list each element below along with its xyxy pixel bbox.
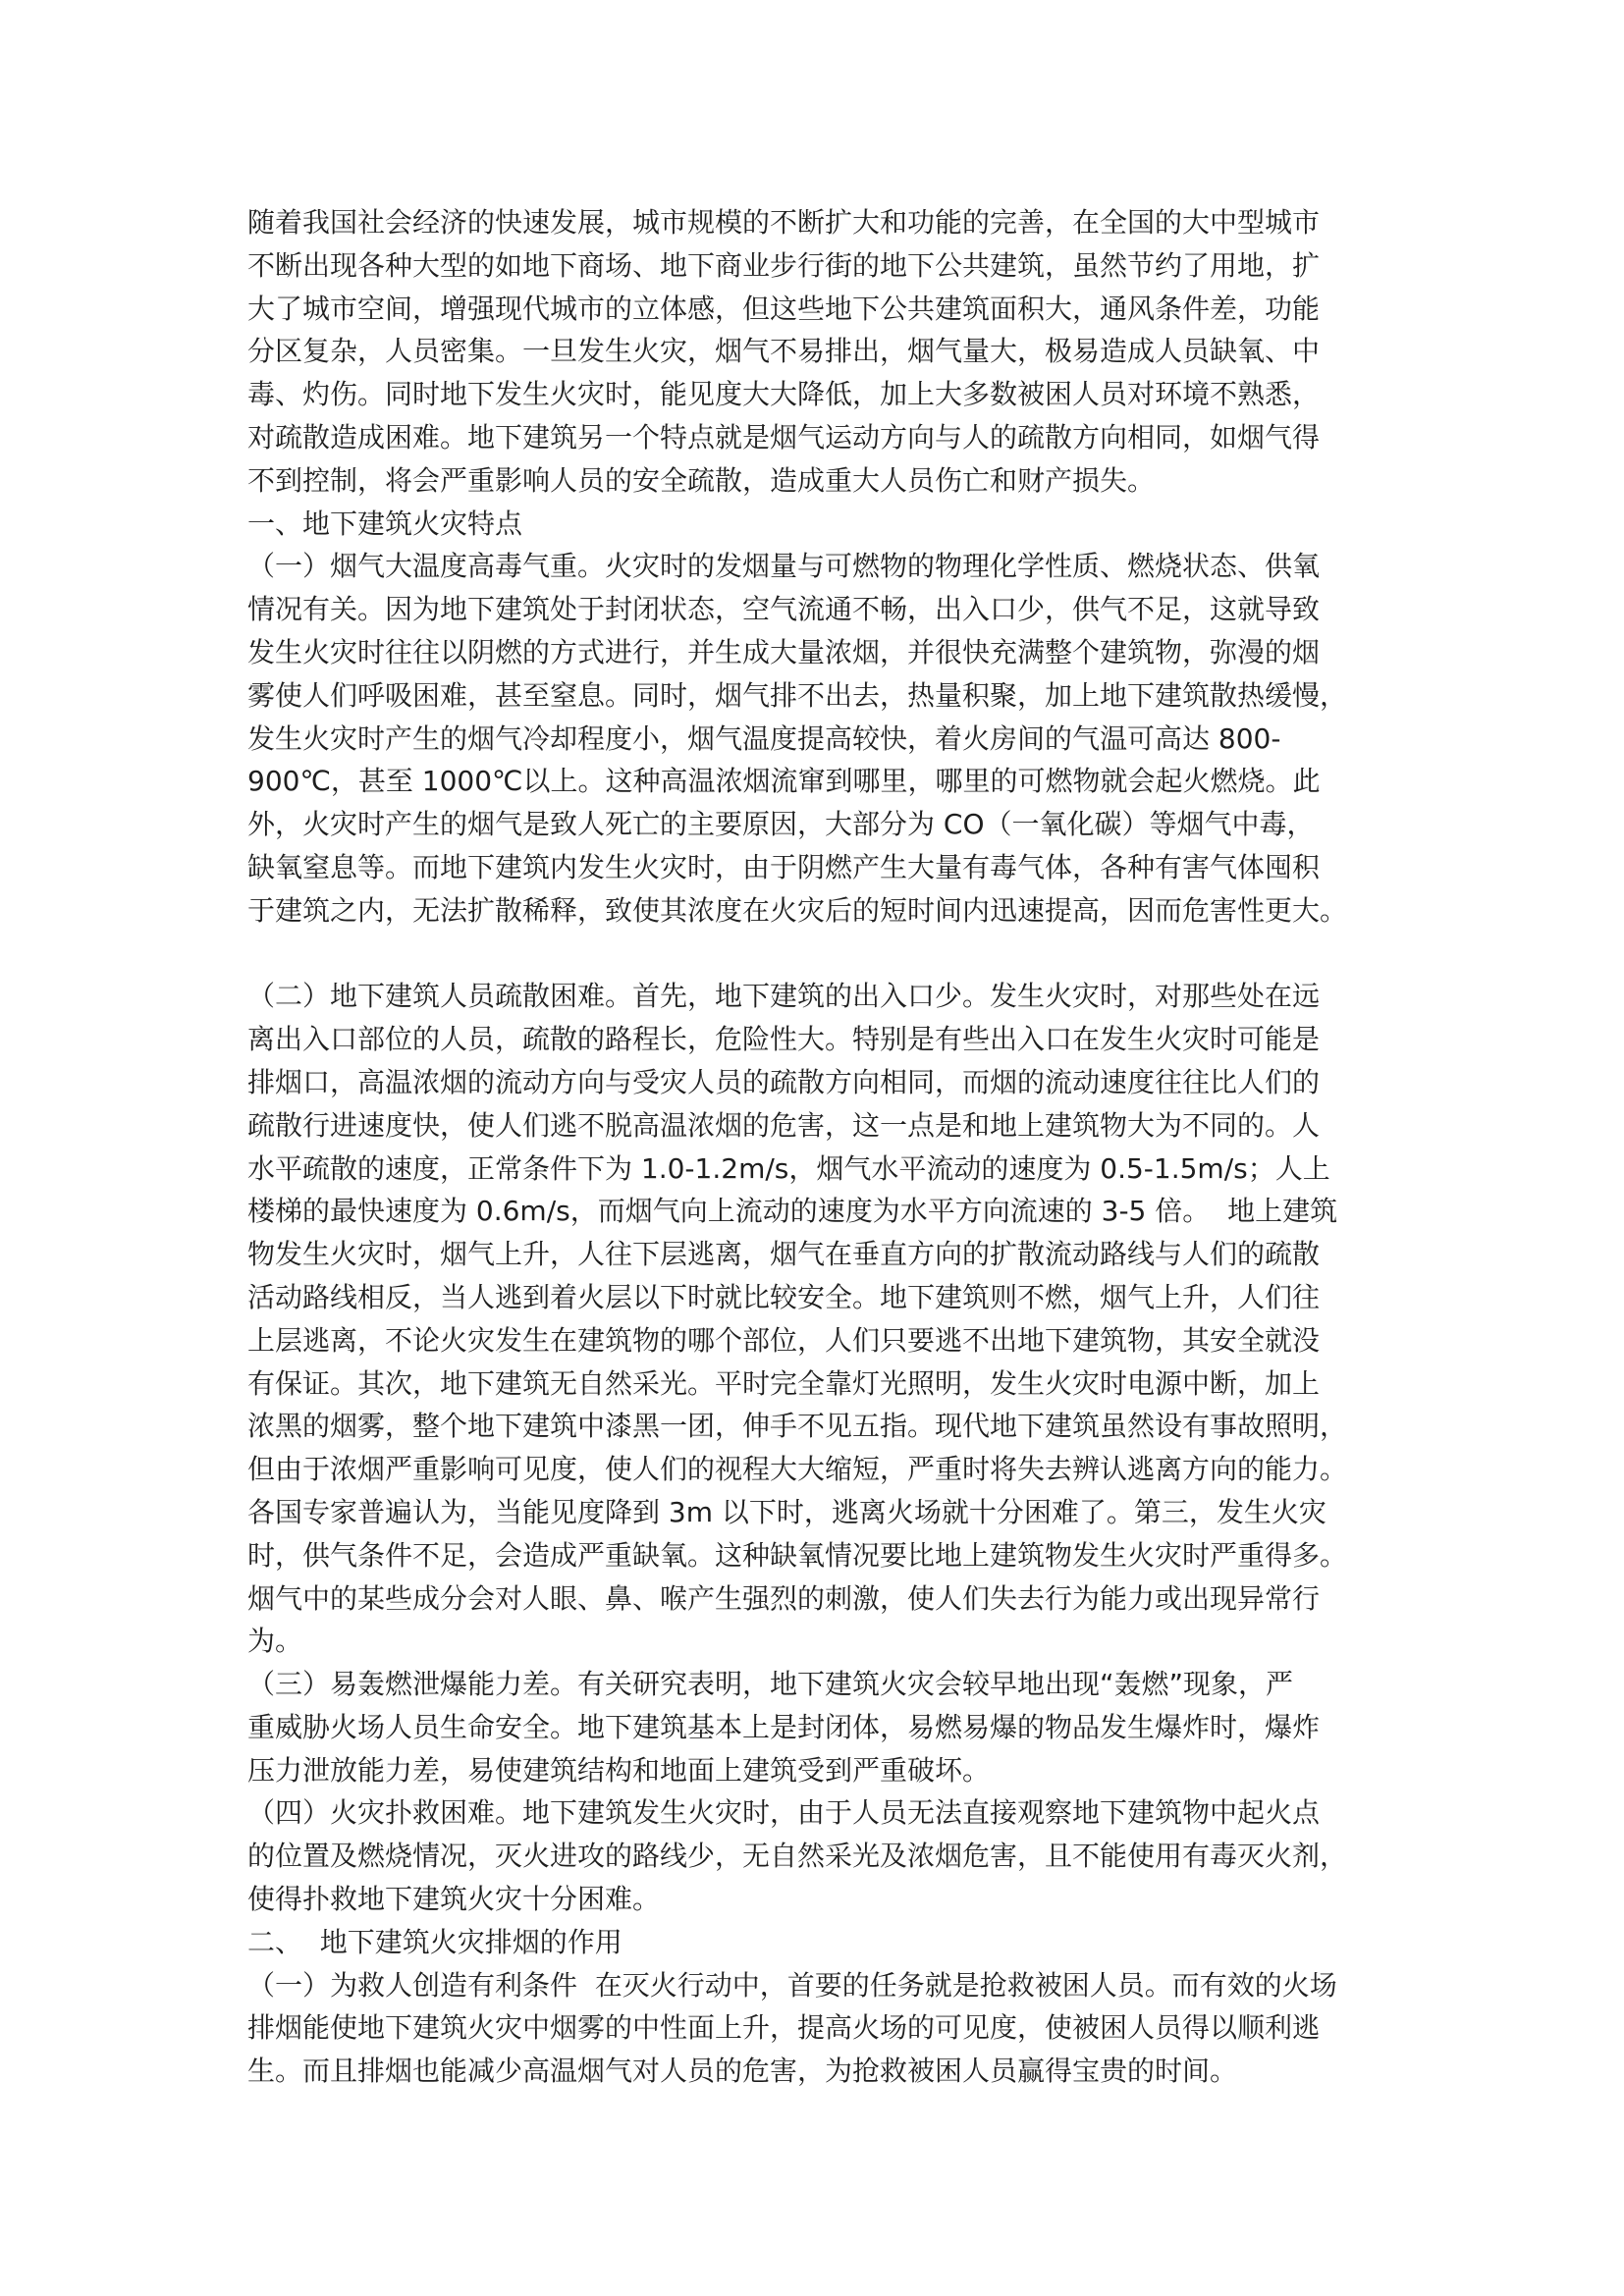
- text-line: 发生火灾时产生的烟气冷却程度小，烟气温度提高较快，着火房间的气温可高达 800-: [247, 721, 1281, 755]
- text-line: 压力泄放能力差，易使建筑结构和地面上建筑受到严重破坏。: [247, 1753, 991, 1787]
- text-line: [247, 933, 1406, 976]
- text-line: 发生火灾时往往以阴燃的方式进行，并生成大量浓烟，并很快充满整个建筑物，弥漫的烟: [247, 635, 1321, 668]
- text-line: 浓黑的烟雾，整个地下建筑中漆黑一团，伸手不见五指。现代地下建筑虽然设有事故照明，: [247, 1410, 1348, 1443]
- text-line: （四）火灾扑救困难。地下建筑发生火灾时，由于人员无法直接观察地下建筑物中起火点: [247, 1796, 1321, 1830]
- text-line: 于建筑之内，无法扩散稀释，致使其浓度在火灾后的短时间内迅速提高，因而危害性更大。: [247, 893, 1348, 927]
- text-line: （二）地下建筑人员疏散困难。首先，地下建筑的出入口少。发生火灾时，对那些处在远: [247, 980, 1321, 1013]
- text-line: 不到控制，将会严重影响人员的安全疏散，造成重大人员伤亡和财产损失。: [247, 463, 1156, 497]
- text-line: 缺氧窒息等。而地下建筑内发生火灾时，由于阴燃产生大量有毒气体，各种有害气体囤积: [247, 850, 1321, 883]
- text-line: 排烟能使地下建筑火灾中烟雾的中性面上升，提高火场的可见度，使被困人员得以顺利逃: [247, 2011, 1321, 2045]
- text-line: 情况有关。因为地下建筑处于封闭状态，空气流通不畅，出入口少，供气不足，这就导致: [247, 593, 1321, 626]
- text-line: 烟气中的某些成分会对人眼、鼻、喉产生强烈的刺激，使人们失去行为能力或出现异常行: [247, 1581, 1321, 1615]
- text-line: 各国专家普遍认为，当能见度降到 3m 以下时，逃离火场就十分困难了。第三，发生火灾: [247, 1495, 1326, 1528]
- text-line: （三）易轰燃泄爆能力差。有关研究表明，地下建筑火灾会较早地出现“轰燃”现象，严: [247, 1668, 1294, 1701]
- text-line: 的位置及燃烧情况，灭火进攻的路线少，无自然采光及浓烟危害，且不能使用有毒灭火剂，: [247, 1840, 1348, 1873]
- text-line: （一）为救人创造有利条件 在灭火行动中，首要的任务就是抢救被困人员。而有效的火场: [247, 1968, 1337, 2002]
- text-line: 水平疏散的速度，正常条件下为 1.0-1.2m/s，烟气水平流动的速度为 0.5-1.5m/s；人上: [247, 1151, 1330, 1185]
- text-line: 对疏散造成困难。地下建筑另一个特点就是烟气运动方向与人的疏散方向相同，如烟气得: [247, 420, 1321, 454]
- text-line: 分区复杂，人员密集。一旦发生火灾，烟气不易排出，烟气量大，极易造成人员缺氧、中: [247, 335, 1321, 368]
- text-line: 为。: [247, 1625, 303, 1658]
- text-line: 毒、灼伤。同时地下发生火灾时，能见度大大降低，加上大多数被困人员对环境不熟悉，: [247, 378, 1321, 411]
- text-line: 离出入口部位的人员，疏散的路程长，危险性大。特别是有些出入口在发生火灾时可能是: [247, 1023, 1321, 1056]
- text-line: 但由于浓烟严重影响可见度，使人们的视程大大缩短，严重时将失去辨认逃离方向的能力。: [247, 1453, 1348, 1486]
- text-line: 一、地下建筑火灾特点: [247, 507, 523, 540]
- text-line: 上层逃离，不论火灾发生在建筑物的哪个部位，人们只要逃不出地下建筑物，其安全就没: [247, 1323, 1321, 1357]
- text-line: 随着我国社会经济的快速发展，城市规模的不断扩大和功能的完善，在全国的大中型城市: [247, 206, 1321, 239]
- text-line: 排烟口，高温浓烟的流动方向与受灾人员的疏散方向相同，而烟的流动速度往往比人们的: [247, 1065, 1321, 1098]
- text-line: （一）烟气大温度高毒气重。火灾时的发烟量与可燃物的物理化学性质、燃烧状态、供氧: [247, 550, 1321, 583]
- document-body: [247, 201, 1406, 2093]
- text-line: 物发生火灾时，烟气上升，人往下层逃离，烟气在垂直方向的扩散流动路线与人们的疏散: [247, 1238, 1321, 1271]
- text-line: 不断出现各种大型的如地下商场、地下商业步行街的地下公共建筑，虽然节约了用地，扩: [247, 248, 1321, 282]
- text-line: 疏散行进速度快，使人们逃不脱高温浓烟的危害，这一点是和地上建筑物大为不同的。人: [247, 1108, 1321, 1142]
- text-line: 二、 地下建筑火灾排烟的作用: [247, 1925, 623, 1958]
- text-line: 使得扑救地下建筑火灾十分困难。: [247, 1883, 661, 1916]
- text-line: 时，供气条件不足，会造成严重缺氧。这种缺氧情况要比地上建筑物发生火灾时严重得多。: [247, 1538, 1348, 1572]
- text-line: 楼梯的最快速度为 0.6m/s，而烟气向上流动的速度为水平方向流速的 3-5 倍。 地上建筑: [247, 1195, 1338, 1228]
- text-line: 900℃，甚至 1000℃以上。这种高温浓烟流窜到哪里，哪里的可燃物就会起火燃烧。此: [247, 765, 1321, 798]
- text-line: 活动路线相反，当人逃到着火层以下时就比较安全。地下建筑则不燃，烟气上升，人们往: [247, 1280, 1321, 1313]
- text-line: 大了城市空间，增强现代城市的立体感，但这些地下公共建筑面积大，通风条件差，功能: [247, 292, 1321, 325]
- text-line: 生。而且排烟也能减少高温烟气对人员的危害，为抢救被困人员赢得宝贵的时间。: [247, 2055, 1238, 2088]
- text-line: 外，火灾时产生的烟气是致人死亡的主要原因，大部分为 CO（一氧化碳）等烟气中毒，: [247, 808, 1315, 841]
- text-line: 有保证。其次，地下建筑无自然采光。平时完全靠灯光照明，发生火灾时电源中断，加上: [247, 1366, 1321, 1400]
- text-line: 重威胁火场人员生命安全。地下建筑基本上是封闭体，易燃易爆的物品发生爆炸时，爆炸: [247, 1710, 1321, 1743]
- text-line: 雾使人们呼吸困难，甚至窒息。同时，烟气排不出去，热量积聚，加上地下建筑散热缓慢，: [247, 678, 1348, 712]
